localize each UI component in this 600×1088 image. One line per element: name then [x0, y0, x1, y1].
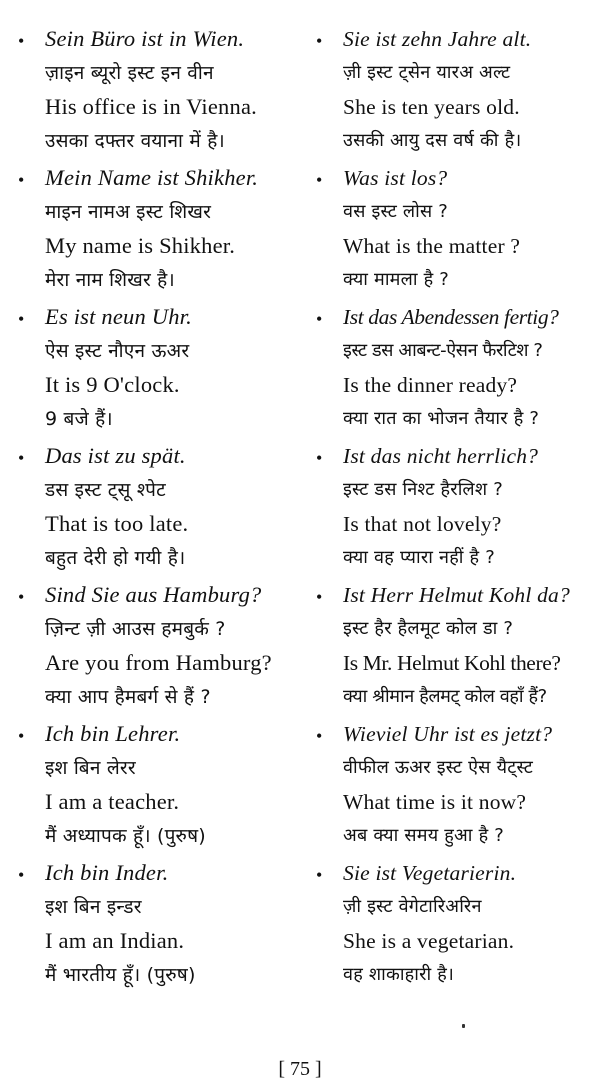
devanagari-transliteration: ज़ाइन ब्यूरो इस्ट इन वीन — [45, 62, 214, 84]
german-phrase: Sie ist Vegetarierin. — [343, 861, 517, 885]
phrase-entry — [316, 22, 598, 161]
hindi-translation: क्या रात का भोजन तैयार है ? — [343, 408, 540, 429]
german-phrase: Was ist los? — [343, 166, 448, 190]
bullet-icon: • — [316, 726, 323, 746]
phrase-entry — [18, 161, 303, 300]
devanagari-transliteration: ऐस इस्ट नौएन ऊअर — [45, 340, 190, 362]
bullet-icon: • — [316, 587, 323, 607]
hindi-translation: 9 बजे हैं। — [45, 408, 113, 430]
english-translation: Is the dinner ready? — [343, 373, 518, 397]
hindi-translation: मेरा नाम शिखर है। — [45, 269, 175, 291]
print-speck — [462, 1024, 465, 1028]
english-translation: I am an Indian. — [45, 928, 185, 953]
hindi-translation: क्या श्रीमान हैलमट् कोल वहाँ हैं? — [343, 686, 547, 707]
phrase-entry — [18, 578, 303, 717]
german-phrase: Mein Name ist Shikher. — [45, 165, 259, 190]
devanagari-transliteration: वस इस्ट लोस ? — [343, 201, 449, 222]
english-translation: Are you from Hamburg? — [45, 650, 272, 675]
phrase-entry — [18, 856, 303, 995]
english-translation: What is the matter ? — [343, 234, 521, 258]
phrase-entry — [316, 161, 598, 300]
hindi-translation: मैं अध्यापक हूँ। (पुरुष) — [45, 825, 206, 847]
devanagari-transliteration: ज़ी इस्ट वेगेटारिअरिन — [343, 896, 482, 917]
devanagari-transliteration: माइन नामअ इस्ट शिखर — [45, 201, 212, 223]
left-phrase-column — [18, 22, 303, 995]
bullet-icon: • — [18, 309, 25, 329]
german-phrase: Das ist zu spät. — [45, 443, 186, 468]
right-phrase-column — [316, 22, 598, 995]
bullet-icon: • — [18, 726, 25, 746]
hindi-translation: अब क्या समय हुआ है ? — [343, 825, 505, 846]
bullet-icon: • — [316, 448, 323, 468]
bullet-icon: • — [316, 170, 323, 190]
devanagari-transliteration: डस इस्ट ट्सू श्पेट — [45, 479, 166, 501]
phrase-entry — [316, 578, 598, 717]
english-translation: That is too late. — [45, 511, 189, 536]
hindi-translation: वह शाकाहारी है। — [343, 964, 455, 985]
hindi-translation: मैं भारतीय हूँ। (पुरुष) — [45, 964, 196, 986]
german-phrase: Ist das Abendessen fertig? — [343, 305, 559, 329]
phrase-entry — [316, 856, 598, 995]
german-phrase: Sind Sie aus Hamburg? — [45, 582, 262, 607]
devanagari-transliteration: ज़ी इस्ट ट्सेन यारअ अल्ट — [343, 62, 511, 83]
phrase-entry — [316, 717, 598, 856]
devanagari-transliteration: इश बिन इन्डर — [45, 896, 142, 918]
devanagari-transliteration: इश बिन लेरर — [45, 757, 136, 779]
english-translation: His office is in Vienna. — [45, 94, 257, 119]
english-translation: She is a vegetarian. — [343, 929, 515, 953]
bullet-icon: • — [316, 309, 323, 329]
german-phrase: Sein Büro ist in Wien. — [45, 26, 245, 51]
german-phrase: Sie ist zehn Jahre alt. — [343, 27, 532, 51]
bullet-icon: • — [18, 587, 25, 607]
german-phrase: Ich bin Lehrer. — [45, 721, 181, 746]
english-translation: She is ten years old. — [343, 95, 520, 119]
german-phrase: Ist Herr Helmut Kohl da? — [343, 583, 570, 607]
english-translation: My name is Shikher. — [45, 233, 236, 258]
bullet-icon: • — [18, 865, 25, 885]
bullet-icon: • — [18, 31, 25, 51]
bullet-icon: • — [316, 865, 323, 885]
hindi-translation: बहुत देरी हो गयी है। — [45, 547, 186, 569]
bullet-icon: • — [18, 170, 25, 190]
german-phrase: Ist das nicht herrlich? — [343, 444, 539, 468]
phrase-entry — [316, 300, 598, 439]
bullet-icon: • — [18, 448, 25, 468]
phrase-entry — [316, 439, 598, 578]
devanagari-transliteration: इस्ट हैर हैलमूट कोल डा ? — [343, 618, 514, 639]
hindi-translation: क्या वह प्यारा नहीं है ? — [343, 547, 495, 568]
phrase-entry — [18, 717, 303, 856]
english-translation: Is Mr. Helmut Kohl there? — [343, 651, 561, 675]
hindi-translation: उसका दफ्तर वयाना में है। — [45, 130, 225, 152]
devanagari-transliteration: इस्ट डस आबन्ट-ऐसन फैरटिश ? — [343, 340, 543, 361]
english-translation: Is that not lovely? — [343, 512, 502, 536]
hindi-translation: उसकी आयु दस वर्ष की है। — [343, 130, 522, 151]
german-phrase: Ich bin Inder. — [45, 860, 169, 885]
devanagari-transliteration: वीफील ऊअर इस्ट ऐस यैट्स्ट — [343, 757, 533, 778]
page-number: [ 75 ] — [278, 1058, 322, 1080]
english-translation: It is 9 O'clock. — [45, 372, 180, 397]
german-phrase: Es ist neun Uhr. — [45, 304, 192, 329]
phrase-entry — [18, 300, 303, 439]
hindi-translation: क्या मामला है ? — [343, 269, 450, 290]
bullet-icon: • — [316, 31, 323, 51]
phrase-entry — [18, 22, 303, 161]
hindi-translation: क्या आप हैमबर्ग से हैं ? — [45, 686, 211, 708]
phrase-entry — [18, 439, 303, 578]
german-phrase: Wieviel Uhr ist es jetzt? — [343, 722, 553, 746]
devanagari-transliteration: ज़िन्ट ज़ी आउस हमबुर्क ? — [45, 618, 226, 640]
english-translation: I am a teacher. — [45, 789, 180, 814]
english-translation: What time is it now? — [343, 790, 527, 814]
devanagari-transliteration: इस्ट डस निश्ट हैरलिश ? — [343, 479, 503, 500]
